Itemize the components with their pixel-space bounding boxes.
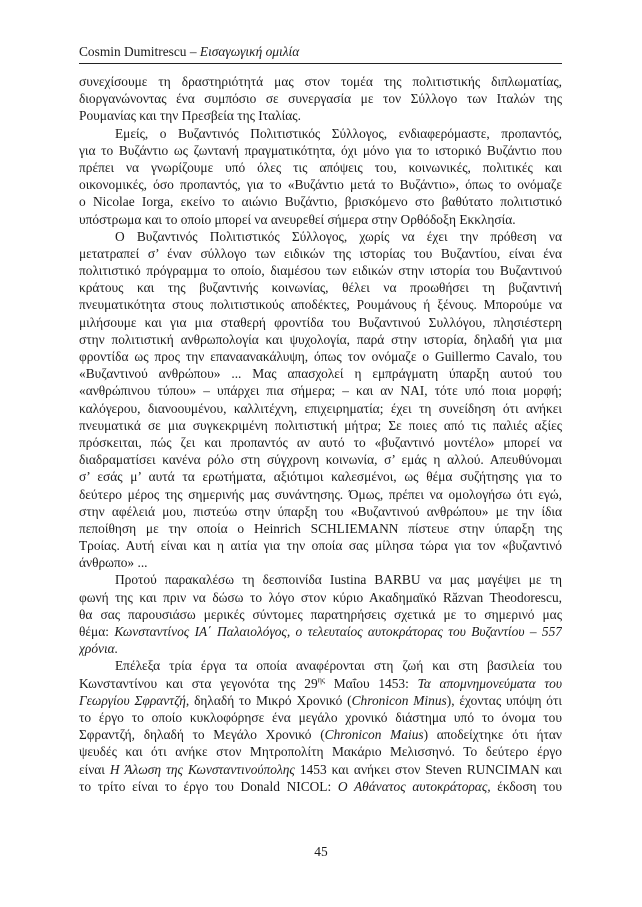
text-line xyxy=(79,314,562,331)
header-separator: – xyxy=(186,44,200,59)
header-author: Cosmin Dumitrescu xyxy=(79,44,187,59)
text-line xyxy=(79,468,562,485)
text-run: πολιτιστικό πρόγραμμα το οποίο, διαμέσου των ειδικών στην ιστορία του Βυζαντινού xyxy=(79,263,562,279)
text-run: ο Nicolae Iorga, εκείνο το αιώνιο Βυζάντιο, βρισκόμενο στο βαθύτατο πολιτιστικό xyxy=(79,194,562,210)
text-run: Ρουμανίας και την Πρεσβεία της Ιταλίας. xyxy=(79,108,301,124)
text-line xyxy=(79,743,562,760)
text-line xyxy=(79,589,562,606)
text-line xyxy=(79,726,562,743)
text-run: ), έχοντας υπόψη ότι xyxy=(446,692,562,708)
text-run: φροντίδα ως προς την επαναανακάλυψη, όπως τον ονόμαζε ο Guillermo Cavalo, του xyxy=(79,349,562,364)
text-line xyxy=(79,382,562,399)
text-run: θέμα: xyxy=(79,624,115,639)
text-run: 1453 και ανήκει στον Steven RUNCIMAN και xyxy=(294,761,562,777)
text-line xyxy=(79,417,562,434)
text-run: Κωνσταντίνου και στα γεγονότα της 29 xyxy=(79,675,318,691)
text-run: , δηλαδή το Μικρό Χρονικό ( xyxy=(185,692,352,708)
text-run: ψευδές και ότι ανήκε στον Μητροπολίτη Μακάριο Μελισσηνό. Το δεύτερο έργο xyxy=(79,744,562,760)
text-line xyxy=(79,73,562,90)
body-text xyxy=(79,73,562,795)
text-line xyxy=(79,245,562,262)
italic-text: Τα απομνημονεύματα του xyxy=(417,675,562,691)
text-run: πνευματικότητα στους πολιτιστικούς αποδέκτες, Ρουμάνους ή ξένους. Μπορούμε να xyxy=(79,297,562,313)
text-line xyxy=(79,451,562,468)
text-run: Μαΐου 1453: xyxy=(325,675,418,691)
text-line xyxy=(79,262,562,279)
text-run: ) αποδείχτηκε ότι ήταν xyxy=(423,727,562,743)
text-line xyxy=(79,142,562,159)
text-line xyxy=(79,709,562,726)
text-line xyxy=(79,554,562,571)
text-line xyxy=(79,125,562,142)
page-number: 45 xyxy=(314,844,328,859)
text-run: το τρίτο είναι το έργο του Donald NICOL: xyxy=(79,778,338,794)
text-run: το έργο το οποίο κυκλοφόρησε ένα μεγάλο χρονικό διάστημα υπό το όνομα του xyxy=(79,709,562,725)
text-run: πνευματικά σε μια συγκεκριμένη πολιτιστική μήτρα; Σε ποιες από τις παλιές αξίες xyxy=(79,417,562,433)
text-run: μιλήσουμε και για μια σταθερή φροντίδα του Βυζαντινού Συλλόγου, πλησιέστερη xyxy=(79,314,562,330)
text-line xyxy=(79,537,562,554)
text-line xyxy=(79,486,562,503)
text-run: οικονομικές, όσο προπαντός, για το «Βυζάντιο μετά το Βυζάντιο», όπως το ονόμαζε xyxy=(79,177,562,193)
text-line xyxy=(79,623,562,640)
text-line xyxy=(79,365,562,382)
text-run: είναι xyxy=(79,761,110,777)
text-line xyxy=(79,657,562,674)
italic-text: Κωνσταντίνος ΙΑ΄ Παλαιολόγος, ο τελευταίος αυτοκράτορας του Βυζαντίου – 557 xyxy=(114,624,562,639)
text-run: πρέπει να γνωρίζουμε υπό όλες τις απόψεις του, κοινωνικές, πολιτικές και xyxy=(79,159,562,175)
text-line xyxy=(79,692,562,709)
header-rule xyxy=(79,63,562,64)
text-line xyxy=(79,675,562,692)
italic-text: Γεωργίου Σφραντζή xyxy=(79,692,186,708)
header-title: Εισαγωγική ομιλία xyxy=(199,44,300,59)
text-line xyxy=(79,90,562,107)
text-run: «Βυζαντινού ανθρώπου» ... Μας απασχολεί η εμπράγματη ύπαρξη αυτού του xyxy=(79,366,562,382)
text-run: άνθρωπο» ... xyxy=(79,555,148,571)
text-run: για το Βυζάντιο ως ζωντανή πραγματικότητα, όχι μόνο για το ιστορικό Βυζάντιο που xyxy=(79,142,562,158)
running-header xyxy=(79,44,299,60)
text-run: καλόγερου, διανοουμένου, καλλιτέχνη, επιχειρηματία; έχει τη συνείδηση ότι ανήκει xyxy=(79,400,562,416)
text-run: μετατραπεί σ’ έναν σύλλογο των ειδικών της ιστορίας του Βυζαντίου, είναι ένα xyxy=(79,245,562,261)
text-line xyxy=(79,331,562,348)
text-line xyxy=(79,107,562,124)
text-run: Επέλεξα τρία έργα τα οποία αναφέρονται στη ζωή και στη βασιλεία του xyxy=(115,658,562,674)
text-line xyxy=(79,434,562,451)
text-run: στην πολιτιστική ανθρωπολογία και ψυχολογία, παρά στην ιστορία, δηλαδή για μια xyxy=(79,331,562,347)
italic-text: Η Άλωση της Κωνσταντινούπολης xyxy=(109,761,295,777)
italic-text: χρόνια. xyxy=(79,641,119,657)
text-run: συνεχίσουμε τη δραστηριότητά μας στον τομέα της πολιτιστικής διπλωματίας, xyxy=(79,74,562,89)
text-line xyxy=(79,606,562,623)
italic-text: Ο Αθάνατος αυτοκράτορας, xyxy=(337,778,491,794)
text-line xyxy=(79,778,562,795)
text-run: φωνή της και πριν να δώσω το λόγο στον κύριο Ακαδημαϊκό Răzvan Theodorescu, xyxy=(79,589,562,605)
text-run: διαδραματίσει κανένα ρόλο στη σύγχρονη κοινωνία, σ’ εμάς η αλλού. Απευθύνομαι xyxy=(79,452,562,468)
text-run: Ο Βυζαντινός Πολιτιστικός Σύλλογος, χωρίς να έχει την πρόθεση να xyxy=(115,228,562,244)
text-run: δεύτερο μέρος της σημερινής μας συνάντησης. Όμως, πρέπει να ομολογήσω ότι εγώ, xyxy=(79,486,562,502)
text-run: Σφραντζή, δηλαδή το Μεγάλο Χρονικό ( xyxy=(79,727,325,743)
text-line xyxy=(79,503,562,520)
text-line xyxy=(79,348,562,365)
text-line xyxy=(79,520,562,537)
text-line xyxy=(79,159,562,176)
superscript: ης xyxy=(317,675,326,685)
text-run: πρόσκειται, πώς ζει και προπαντός αν αυτό το «βυζαντινό μοντέλο» μπορεί να xyxy=(79,434,562,450)
text-line xyxy=(79,228,562,245)
text-run: κράτους και της βυζαντινής κοινωνίας, θέλει να προωθήσει τη βυζαντινή xyxy=(79,280,562,296)
text-run: πεποίθηση με την οποία ο Heinrich SCHLIEMANN πίστευε στην ύπαρξη της xyxy=(79,520,562,536)
text-line xyxy=(79,761,562,778)
text-run: στην αφέλειά μου, πιστεύω στην ύπαρξη του «Βυζαντινού ανθρώπου» με την ίδια xyxy=(79,503,562,519)
text-run: έκδοση του xyxy=(490,778,562,794)
text-run: Τροίας. Αυτή είναι και η αιτία για την οποία σας μίλησα τώρα για τον «βυζαντινό xyxy=(79,538,562,554)
text-run: διοργανώνοντας ένα συμπόσιο σε συνεργασία με τον Σύλλογο των Ιταλών της xyxy=(79,91,562,107)
italic-text: Chronicon Maius xyxy=(324,727,424,743)
italic-text: Chronicon Minus xyxy=(351,692,447,708)
text-line xyxy=(79,193,562,210)
text-line xyxy=(79,640,562,657)
text-run: Προτού παρακαλέσω τη δεσποινίδα Iustina BARBU να μας μαγέψει με τη xyxy=(115,572,562,588)
text-line xyxy=(79,211,562,228)
text-run: σ’ εσάς μ’ αυτά τα ερωτήματα, αξιότιμοι καλεσμένοι, ως θέμα συζήτησης για το xyxy=(79,469,562,485)
text-line xyxy=(79,571,562,588)
text-run: «ανθρώπινου τύπου» – υπάρχει πια σήμερα; – και αν ΝΑΙ, τότε υπό ποια μορφή; xyxy=(79,383,562,399)
text-line xyxy=(79,296,562,313)
text-line xyxy=(79,400,562,417)
text-line xyxy=(79,176,562,193)
text-run: Εμείς, ο Βυζαντινός Πολιτιστικός Σύλλογος, ενδιαφερόμαστε, προπαντός, xyxy=(115,125,562,141)
text-line xyxy=(79,279,562,296)
text-run: θα σας παρουσιάσω μερικές σύντομες παρατηρήσεις σχετικά με το σημερινό μας xyxy=(79,606,562,622)
text-run: υπόστρωμα και το οποίο μπορεί να ανευρεθεί σήμερα στην Ορθόδοξη Εκκλησία. xyxy=(79,211,516,227)
